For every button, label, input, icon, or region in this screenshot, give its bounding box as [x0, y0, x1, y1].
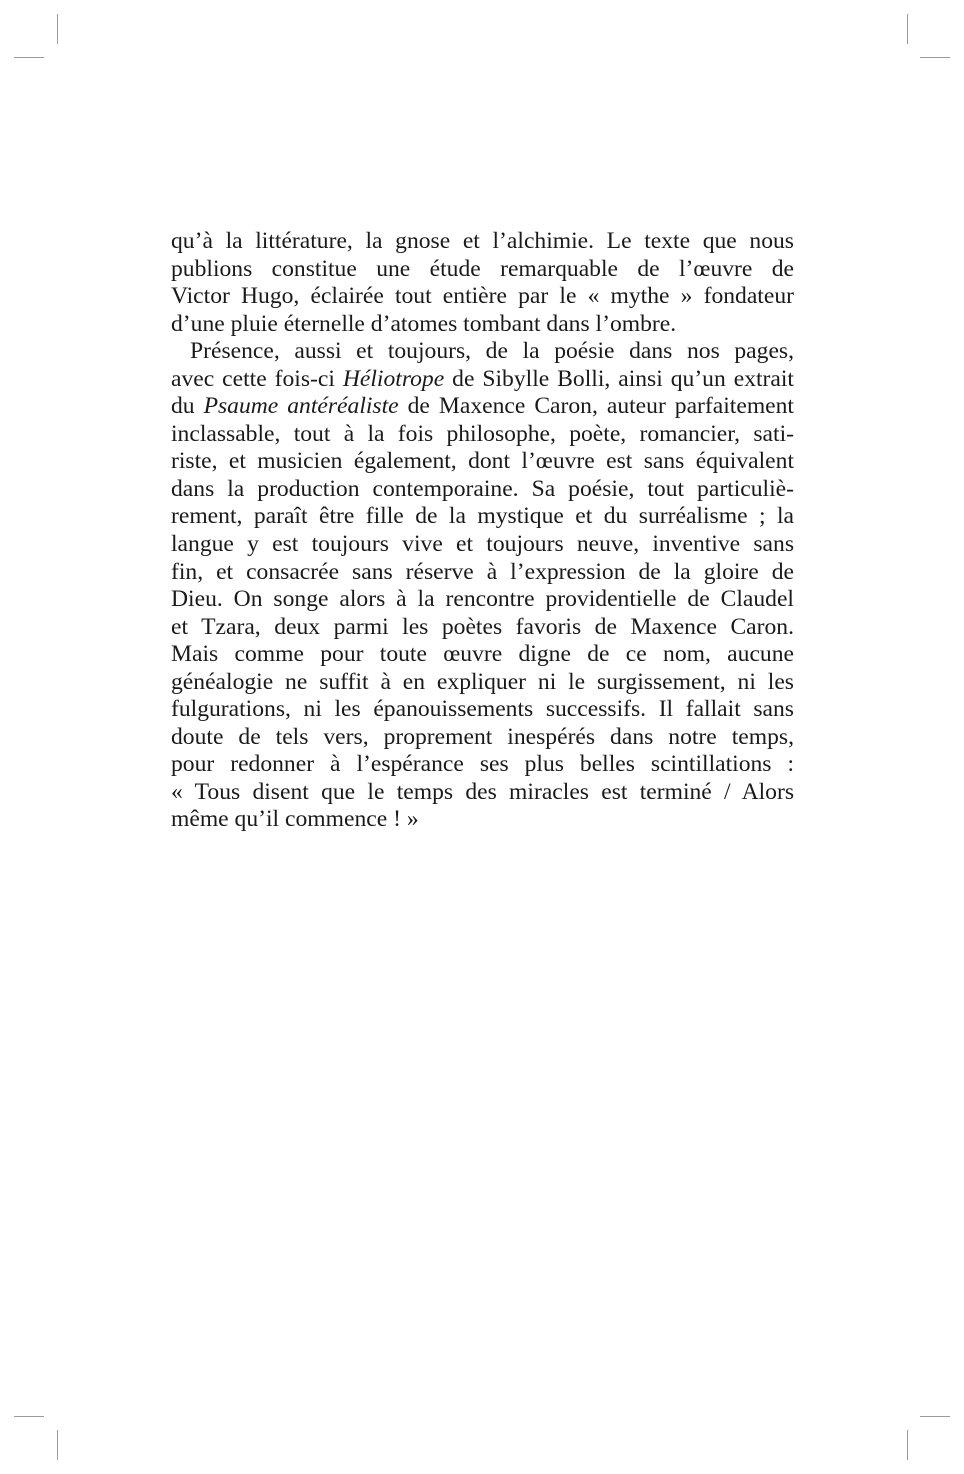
text-line: Mais comme pour toute œuvre digne de ce nom, aucune [171, 641, 794, 668]
text-line: fulgurations, ni les épanouissements successifs. Il fallait sans [171, 696, 794, 723]
text-fragment: avec cette fois-ci [171, 365, 343, 392]
text-fragment: de Sibylle Bolli, ainsi qu’un extrait [444, 365, 794, 392]
text-line: Victor Hugo, éclairée tout entière par le « mythe » fondateur [171, 283, 794, 310]
text-line: publions constitue une étude remarquable de l’œuvre de [171, 255, 794, 282]
paragraph-2 [171, 338, 794, 834]
paragraph-1 [171, 228, 794, 338]
text-line: d’une pluie éternelle d’atomes tombant dans l’ombre. [171, 310, 677, 337]
text-line: Présence, aussi et toujours, de la poésie dans nos pages, [190, 338, 794, 365]
text-line: pour redonner à l’espérance ses plus belles scintillations : [171, 751, 794, 778]
body-text [171, 228, 794, 834]
text-line: Dieu. On songe alors à la rencontre providentielle de Claudel [171, 586, 794, 613]
text-line: inclassable, tout à la fois philosophe, poète, romancier, sati- [171, 420, 794, 447]
crop-mark-top-right-vertical [907, 14, 908, 44]
crop-mark-bottom-right-vertical [907, 1430, 908, 1460]
text-fragment: de Maxence Caron, auteur parfaitement [398, 393, 794, 420]
crop-mark-top-right-horizontal [920, 57, 950, 58]
book-title-heliotrope: Héliotrope [342, 365, 445, 392]
text-line: riste, et musicien également, dont l’œuvre est sans équivalent [171, 448, 794, 475]
text-line: même qu’il commence ! » [171, 806, 419, 833]
crop-mark-bottom-left-horizontal [14, 1416, 44, 1417]
crop-mark-top-left-vertical [57, 14, 58, 44]
text-line: doute de tels vers, proprement inespérés dans notre temps, [171, 723, 794, 750]
text-line: et Tzara, deux parmi les poètes favoris de Maxence Caron. [171, 613, 794, 640]
text-line: « Tous disent que le temps des miracles est terminé / Alors [171, 778, 794, 805]
text-line: fin, et consacrée sans réserve à l’expression de la gloire de [171, 558, 794, 585]
text-fragment: du [171, 393, 204, 420]
text-line: généalogie ne suffit à en expliquer ni le surgissement, ni les [171, 668, 794, 695]
crop-mark-bottom-right-horizontal [920, 1416, 950, 1417]
text-line-with-title [171, 366, 794, 394]
book-title-psaume: Psaume antéréaliste [203, 393, 399, 420]
text-line-with-title [171, 393, 794, 421]
text-line: qu’à la littérature, la gnose et l’alchimie. Le texte que nous [171, 228, 794, 254]
text-line: dans la production contemporaine. Sa poésie, tout particuliè- [171, 475, 794, 502]
text-line: langue y est toujours vive et toujours neuve, inventive sans [171, 531, 794, 558]
crop-mark-bottom-left-vertical [57, 1430, 58, 1460]
text-line: rement, paraît être fille de la mystique et du surréalisme ; la [171, 503, 794, 530]
crop-mark-top-left-horizontal [14, 57, 44, 58]
